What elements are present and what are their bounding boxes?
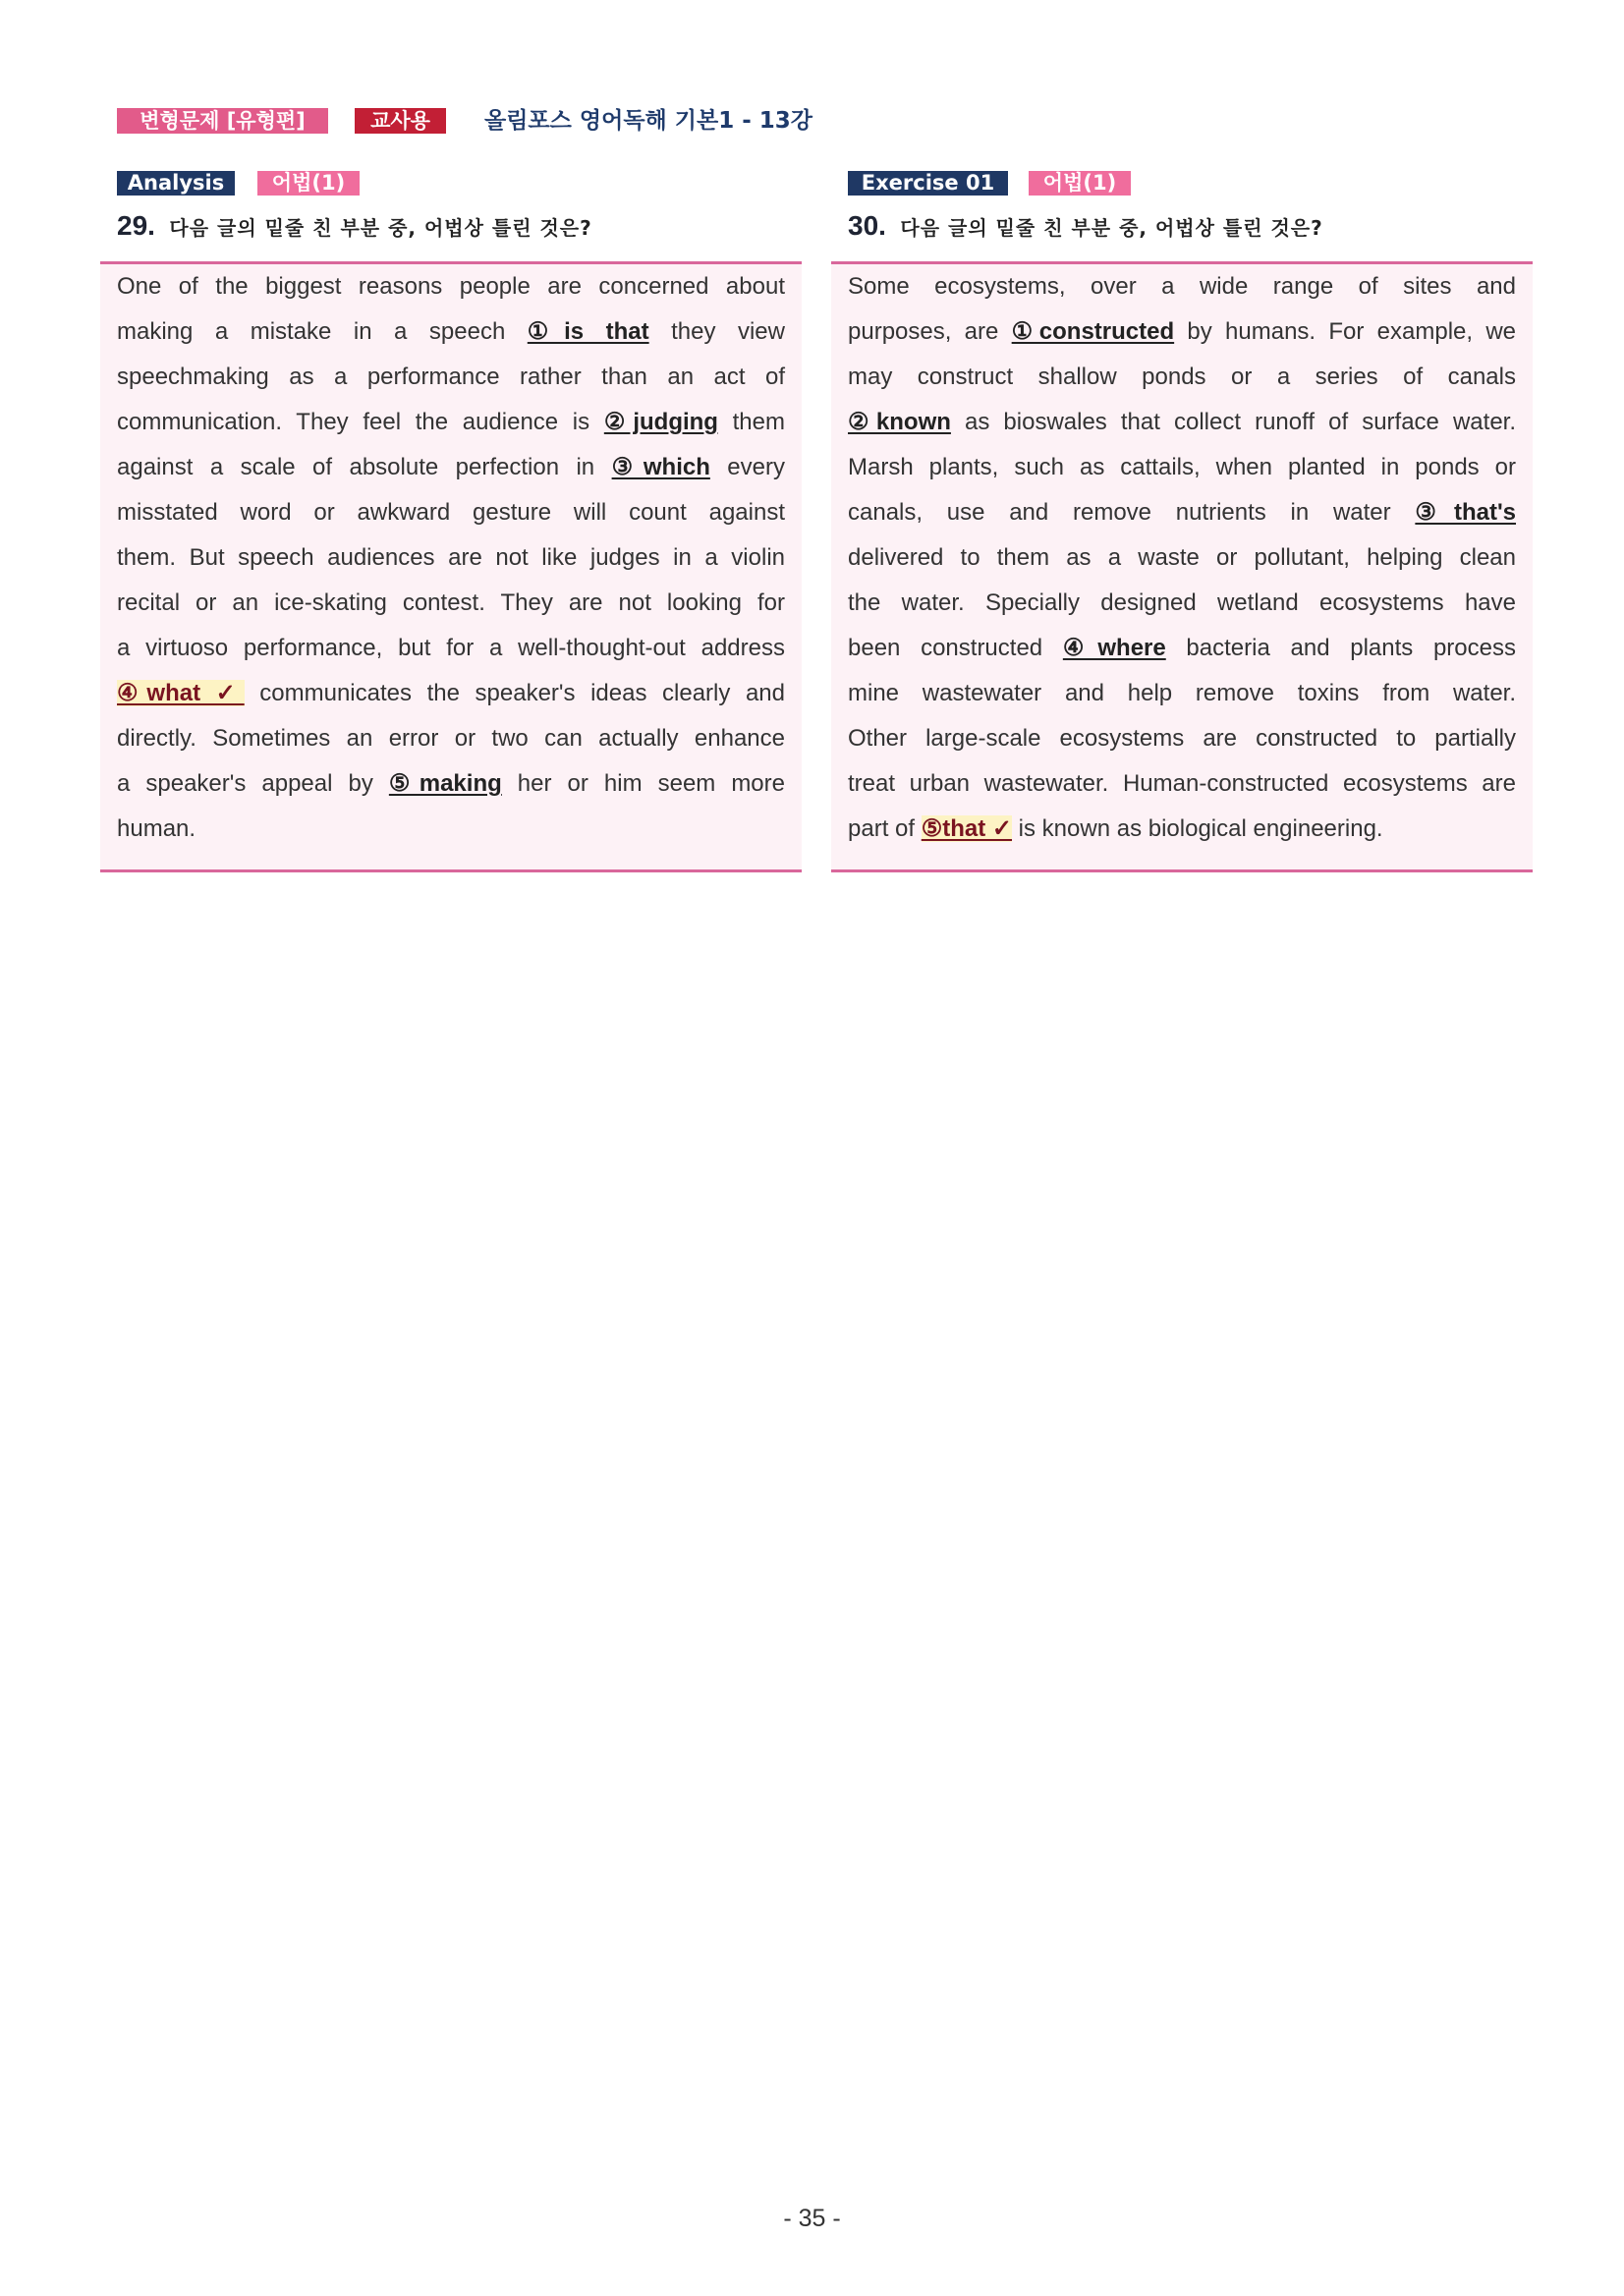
passage-text: is known as biological engineering. xyxy=(1012,815,1383,842)
page-number: - 35 - xyxy=(783,2205,841,2232)
passage-text: Other large-scale ecosystems are constructed to partially xyxy=(848,725,1516,752)
passage-text: by humans. For example, we xyxy=(1174,318,1516,345)
question-header xyxy=(848,209,1323,243)
underlined-choice: ①is that xyxy=(527,318,649,345)
passage-text-block xyxy=(117,264,785,852)
passage-line xyxy=(117,309,785,355)
question-30-column xyxy=(831,0,1533,884)
passage-text: as bioswales that collect runoff of surface water. xyxy=(950,409,1516,435)
passage-text: misstated word or awkward gesture will count against xyxy=(117,499,785,526)
exercise-tag: Exercise 01 xyxy=(848,171,1008,196)
question-29-column xyxy=(100,0,802,884)
passage-line xyxy=(117,671,785,716)
answer-underlined-choice: ④what ✓ xyxy=(117,680,245,706)
passage-text: One of the biggest reasons people are concerned about xyxy=(117,273,785,300)
underlined-choice: ③which xyxy=(611,454,710,480)
passage-line xyxy=(117,264,785,309)
passage-line xyxy=(117,445,785,490)
passage-line xyxy=(848,400,1516,445)
passage-line xyxy=(117,626,785,671)
passage-text: her or him seem more xyxy=(501,770,785,797)
passage-text: a virtuoso performance, but for a well-thought-out address xyxy=(117,635,785,661)
passage-text: communication. They feel the audience is xyxy=(117,409,604,435)
passage-text: a speaker's appeal by xyxy=(117,770,389,797)
passage-line xyxy=(848,355,1516,400)
underlined-choice: ①constructed xyxy=(1011,318,1175,345)
passage-text-block xyxy=(848,264,1516,852)
passage-text: every xyxy=(709,454,785,480)
passage-text: making a mistake in a speech xyxy=(117,318,528,345)
passage-text: mine wastewater and help remove toxins from water. xyxy=(848,680,1516,706)
underlined-choice: ⑤making xyxy=(388,770,502,797)
grammar-category-tag: 어법(1) xyxy=(257,171,360,196)
passage-line xyxy=(848,761,1516,807)
passage-box xyxy=(831,261,1533,872)
passage-line xyxy=(117,761,785,807)
passage-line xyxy=(117,716,785,761)
question-header xyxy=(117,209,592,243)
passage-line xyxy=(117,400,785,445)
passage-line xyxy=(117,490,785,535)
passage-text: Marsh plants, such as cattails, when planted in ponds or xyxy=(848,454,1516,480)
passage-text: the water. Specially designed wetland ecosystems have xyxy=(848,589,1516,616)
passage-line xyxy=(848,671,1516,716)
passage-text: communicates the speaker's ideas clearly and xyxy=(244,680,785,706)
grammar-category-tag: 어법(1) xyxy=(1029,171,1131,196)
passage-line xyxy=(848,445,1516,490)
question-prompt: 다음 글의 밑줄 친 부분 중, 어법상 틀린 것은? xyxy=(900,216,1323,240)
passage-text: speechmaking as a performance rather than an act of xyxy=(117,364,785,390)
passage-text: them xyxy=(717,409,785,435)
passage-line xyxy=(117,355,785,400)
question-prompt: 다음 글의 밑줄 친 부분 중, 어법상 틀린 것은? xyxy=(169,216,592,240)
passage-text: directly. Sometimes an error or two can actually enhance xyxy=(117,725,785,752)
passage-text: canals, use and remove nutrients in water xyxy=(848,499,1416,526)
passage-text: Some ecosystems, over a wide range of sites and xyxy=(848,273,1516,300)
variant-type-badge: 변형문제 [유형편] xyxy=(117,108,328,134)
passage-text: delivered to them as a waste or pollutant, helping clean xyxy=(848,544,1516,571)
underlined-choice: ②judging xyxy=(603,409,718,435)
question-number: 29. xyxy=(117,210,155,241)
analysis-tag: Analysis xyxy=(117,171,235,196)
passage-line xyxy=(117,581,785,626)
passage-line xyxy=(848,309,1516,355)
question-number: 30. xyxy=(848,210,886,241)
passage-text: part of xyxy=(848,815,922,842)
passage-line xyxy=(117,535,785,581)
underlined-choice: ③that's xyxy=(1415,499,1517,526)
underlined-choice: ④where xyxy=(1062,635,1166,661)
underlined-choice: ②known xyxy=(848,409,951,435)
passage-line xyxy=(848,535,1516,581)
passage-text: recital or an ice-skating contest. They are not looking for xyxy=(117,589,785,616)
passage-text: bacteria and plants process xyxy=(1165,635,1516,661)
answer-underlined-choice: ⑤that ✓ xyxy=(921,815,1013,842)
worksheet-title: 올림포스 영어독해 기본1 - 13강 xyxy=(484,108,812,134)
passage-line xyxy=(848,490,1516,535)
passage-text: purposes, are xyxy=(848,318,1012,345)
passage-line xyxy=(848,716,1516,761)
passage-text: they view xyxy=(648,318,785,345)
passage-box xyxy=(100,261,802,872)
passage-line xyxy=(848,581,1516,626)
passage-text: treat urban wastewater. Human-constructed ecosystems are xyxy=(848,770,1516,797)
passage-text: human. xyxy=(117,815,196,842)
passage-line xyxy=(848,264,1516,309)
passage-text: been constructed xyxy=(848,635,1063,661)
passage-text: against a scale of absolute perfection in xyxy=(117,454,612,480)
passage-text: them. But speech audiences are not like judges in a violin xyxy=(117,544,785,571)
passage-line xyxy=(848,807,1516,852)
passage-line xyxy=(117,807,785,852)
passage-line xyxy=(848,626,1516,671)
passage-text: may construct shallow ponds or a series of canals xyxy=(848,364,1516,390)
teacher-edition-badge: 교사용 xyxy=(355,108,446,134)
